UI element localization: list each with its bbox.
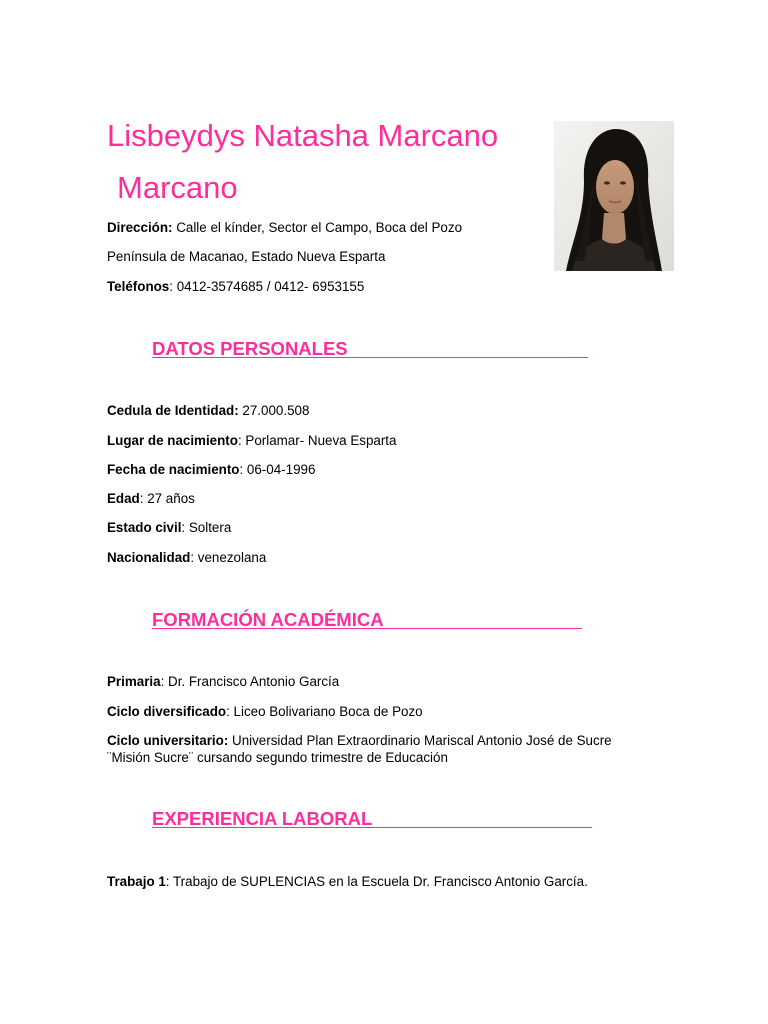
- primary-line: [107, 673, 339, 690]
- address-line: [107, 219, 462, 236]
- address-line-2: Península de Macanao, Estado Nueva Esparta: [107, 249, 386, 264]
- section-rule-education: [152, 628, 582, 629]
- nationality-line: [107, 549, 266, 566]
- age-label: Edad: [107, 491, 140, 506]
- name-first-line: Lisbeydys Natasha Marcano: [107, 118, 499, 153]
- cedula-line: [107, 402, 309, 419]
- phones-line: [107, 278, 364, 295]
- diversified-value: : Liceo Bolivariano Boca de Pozo: [226, 704, 423, 719]
- job1-line: [107, 873, 588, 890]
- civil-status-label: Estado civil: [107, 520, 182, 535]
- birthplace-label: Lugar de nacimiento: [107, 433, 238, 448]
- cedula-value: 27.000.508: [238, 403, 310, 418]
- section-rule-experience: [152, 827, 592, 828]
- section-title-personal: DATOS PERSONALES: [152, 338, 348, 359]
- birthdate-value: : 06-04-1996: [239, 462, 316, 477]
- civil-status-line: [107, 519, 231, 536]
- nationality-value: : venezolana: [190, 550, 267, 565]
- university-line-2: ¨Misión Sucre¨ cursando segundo trimestre de Educación: [107, 750, 448, 765]
- section-title-education: FORMACIÓN ACADÉMICA: [152, 609, 384, 630]
- nationality-label: Nacionalidad: [107, 550, 191, 565]
- birthplace-line: [107, 432, 396, 449]
- birthdate-label: Fecha de nacimiento: [107, 462, 240, 477]
- cedula-label: Cedula de Identidad:: [107, 403, 239, 418]
- birthdate-line: [107, 461, 315, 478]
- age-line: [107, 490, 195, 507]
- diversified-label: Ciclo diversificado: [107, 704, 227, 719]
- university-value: Universidad Plan Extraordinario Mariscal Antonio José de Sucre: [228, 733, 612, 748]
- address-label: Dirección:: [107, 220, 173, 235]
- age-value: : 27 años: [139, 491, 195, 506]
- birthplace-value: : Porlamar- Nueva Esparta: [237, 433, 397, 448]
- civil-status-value: : Soltera: [181, 520, 232, 535]
- address-value: Calle el kínder, Sector el Campo, Boca del Pozo: [172, 220, 463, 235]
- job1-label: Trabajo 1: [107, 874, 166, 889]
- profile-photo: [554, 121, 674, 271]
- university-line: [107, 732, 612, 749]
- phones-value: : 0412-3574685 / 0412- 6953155: [169, 279, 365, 294]
- section-title-experience: EXPERIENCIA LABORAL: [152, 808, 373, 829]
- primary-label: Primaria: [107, 674, 161, 689]
- diversified-line: [107, 703, 423, 720]
- section-rule-personal: [152, 357, 588, 358]
- job1-value: : Trabajo de SUPLENCIAS en la Escuela Dr. Francisco Antonio García.: [165, 874, 588, 889]
- primary-value: : Dr. Francisco Antonio García: [160, 674, 340, 689]
- phones-label: Teléfonos: [107, 279, 170, 294]
- university-label: Ciclo universitario:: [107, 733, 229, 748]
- name-second-line: Marcano: [117, 170, 238, 205]
